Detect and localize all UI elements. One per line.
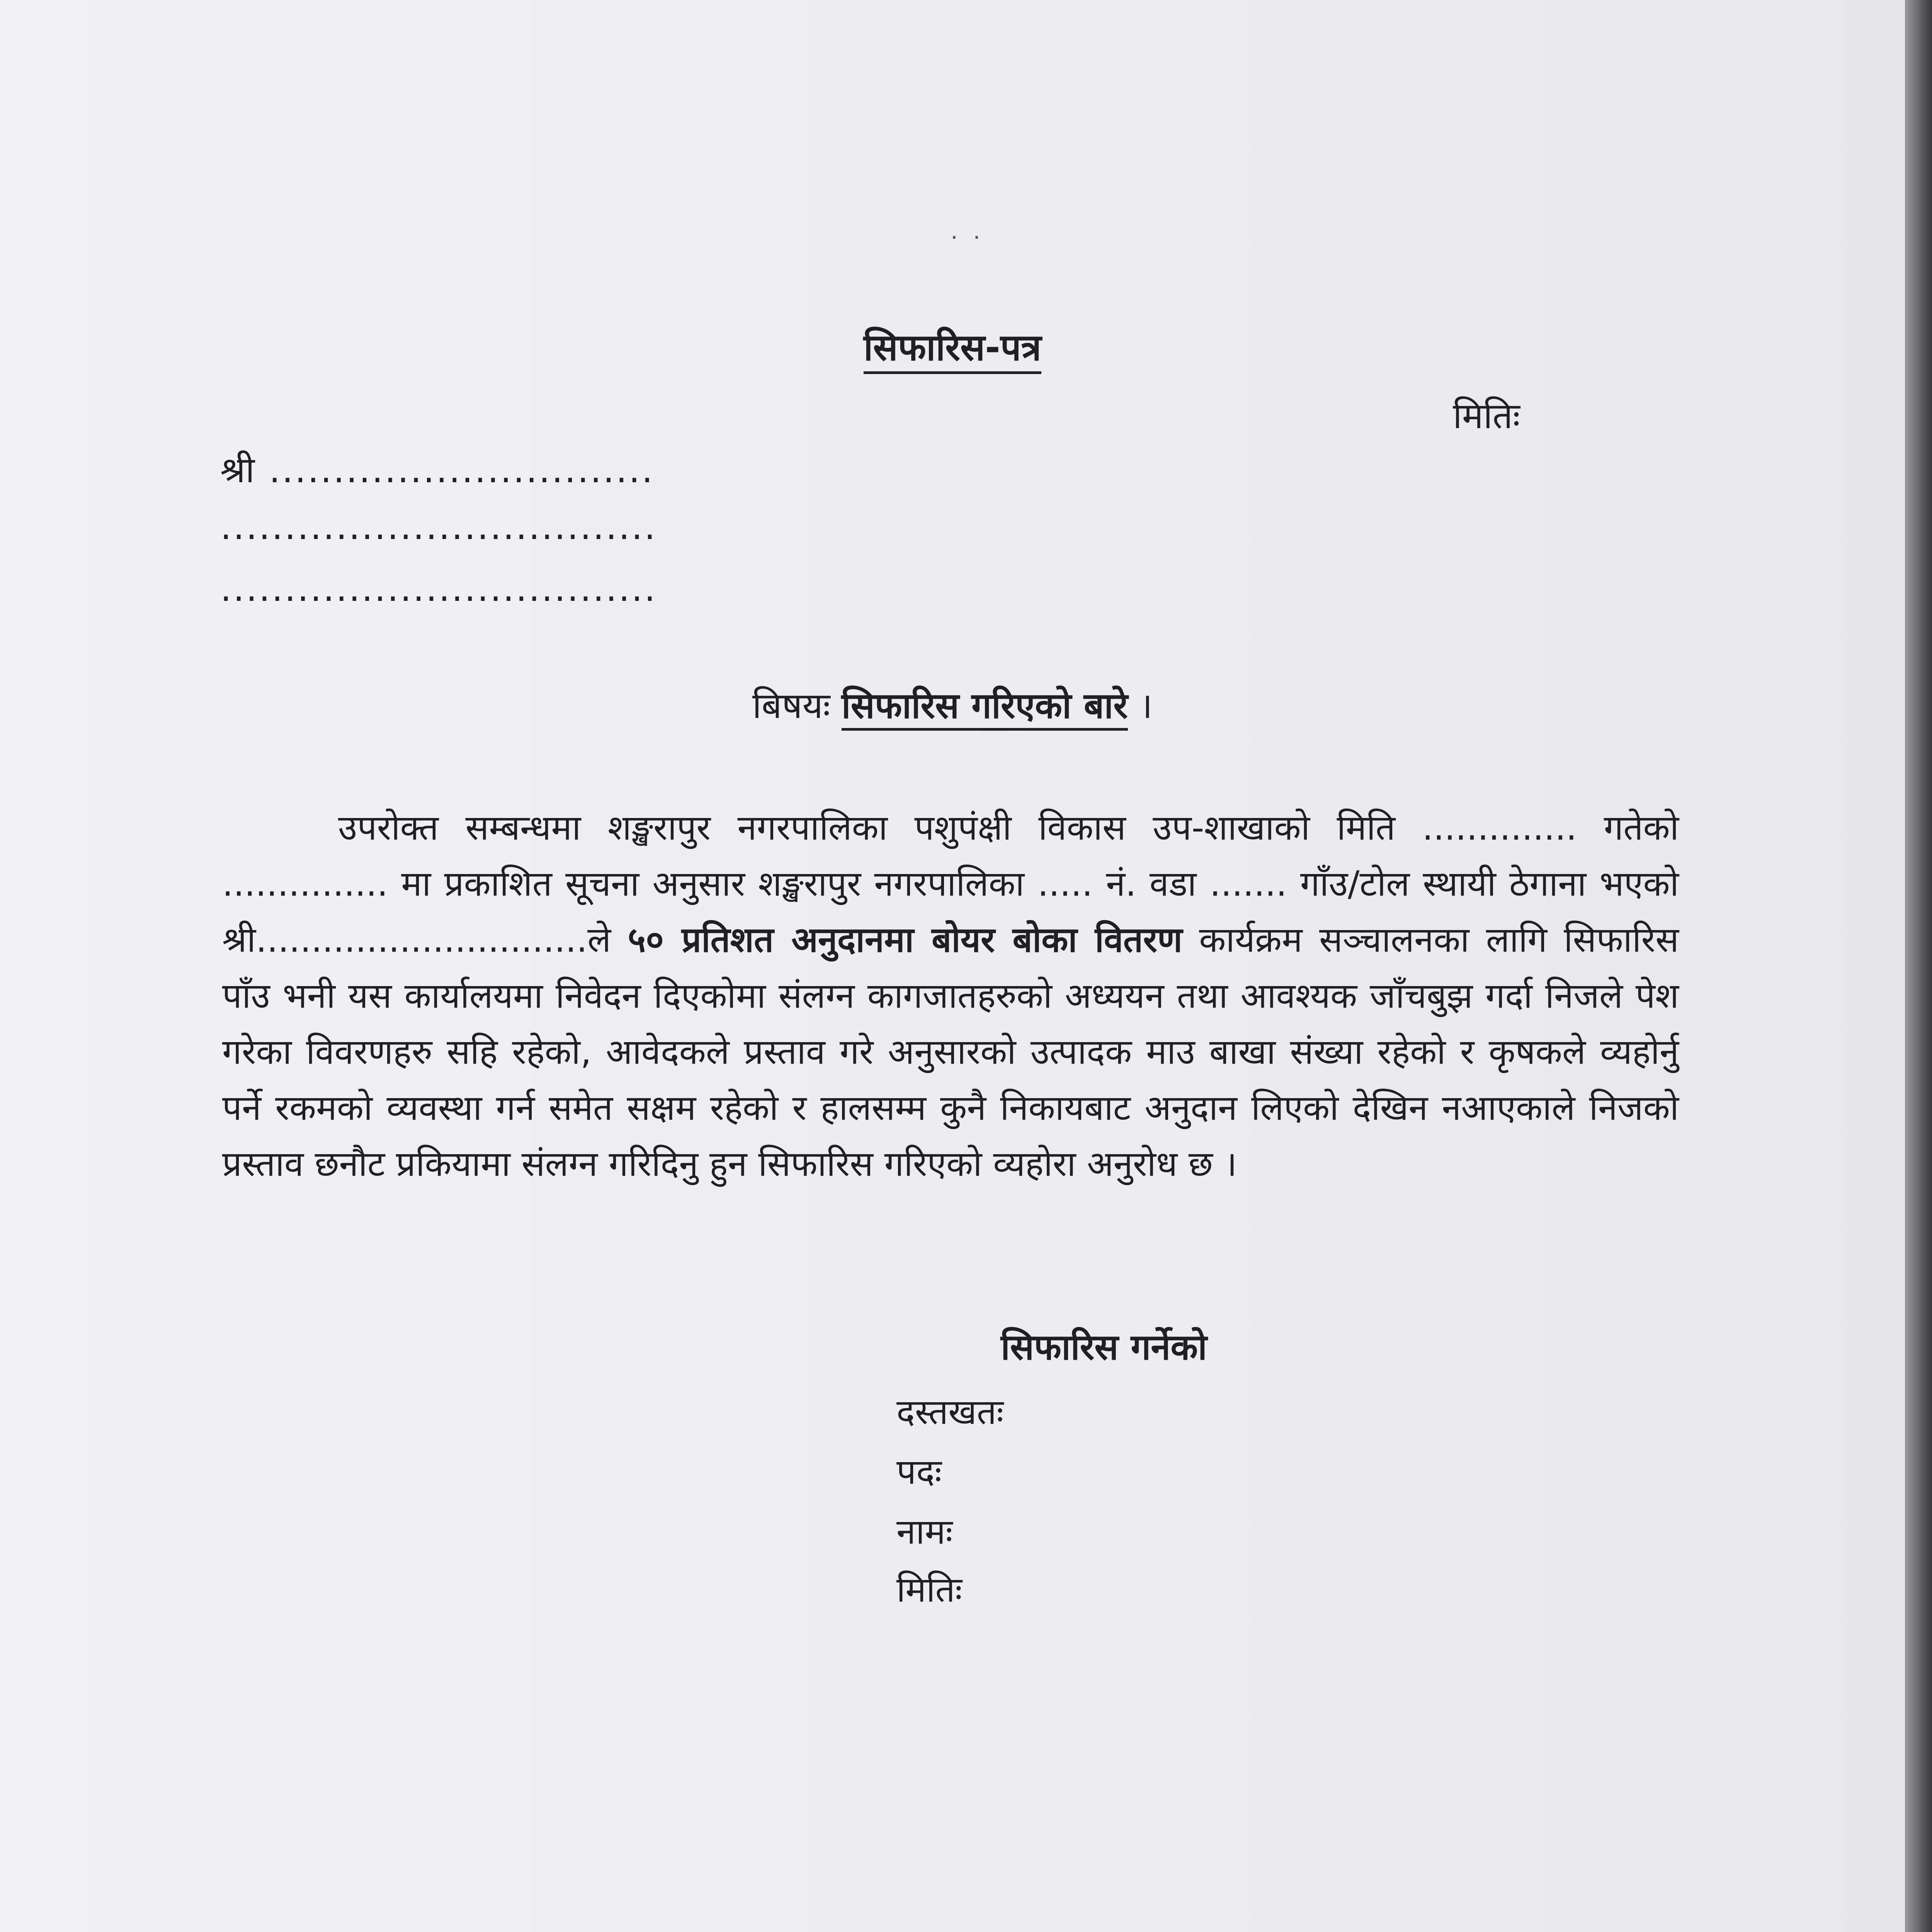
subject-end: । [1139,685,1153,726]
post-label: पदः [896,1452,942,1492]
recipient-line-1: श्री .............................. [220,449,655,491]
recipient-line-2: .................................. [220,506,657,548]
subject-label: बिषयः [752,685,830,726]
letter-title [0,321,1905,371]
body-part-1: उपरोक्त सम्बन्धमा शङ्खरापुर नगरपालिका पशुपंक्षी विकास उप-शाखाको मिति .............. गतेको ............... मा प्रकाशित सूचना अनुसार शङ्खरापुर नगरपालिका ..... नं. वडा ....... गाँउ/टोल स्थायी ठेगाना भएको श्री..............................ले [222,808,1679,960]
signatory-date-label: मितिः [896,1570,962,1610]
subject-text: सिफारिस गरिएको बारे [842,685,1128,731]
subject-line [0,680,1905,728]
name-label: नामः [896,1512,953,1552]
paper-specks: · · [951,224,985,251]
body-bold-phrase: ५० प्रतिशत अनुदानमा बोयर बोका वितरण [628,920,1183,960]
recipient-line-3: .................................. [220,568,657,609]
scanner-edge-shadow [1905,0,1932,1932]
signatory-heading: सिफारिस गर्नेको [1001,1327,1207,1368]
signature-label: दस्तखतः [896,1392,1004,1432]
date-label-top: मितिः [1453,395,1520,437]
body-part-2: कार्यक्रम सञ्चालनका लागि सिफारिस पाँउ भनी यस कार्यालयमा निवेदन दिएकोमा संलग्न कागजातहरुको अध्ययन तथा आवश्यक जाँचबुझ गर्दा निजले पेश गरेका विवरणहरु सहि रहेको, आवेदकले प्रस्ताव गरे अनुसारको उत्पादक माउ बाखा संख्या रहेको र कृषकले व्यहोर्नु पर्ने रकमको व्यवस्था गर्न समेत सक्षम रहेको र हालसम्म कुनै निकायबाट अनुदान लिएको देखिन नआएकाले निजको प्रस्ताव छनौट प्रकियामा संलग्न गरिदिनु हुन सिफारिस गरिएको व्यहोरा अनुरोध छ । [222,920,1679,1184]
letter-body [222,800,1679,1192]
letter-title-text: सिफारिस-पत्र [864,327,1041,374]
